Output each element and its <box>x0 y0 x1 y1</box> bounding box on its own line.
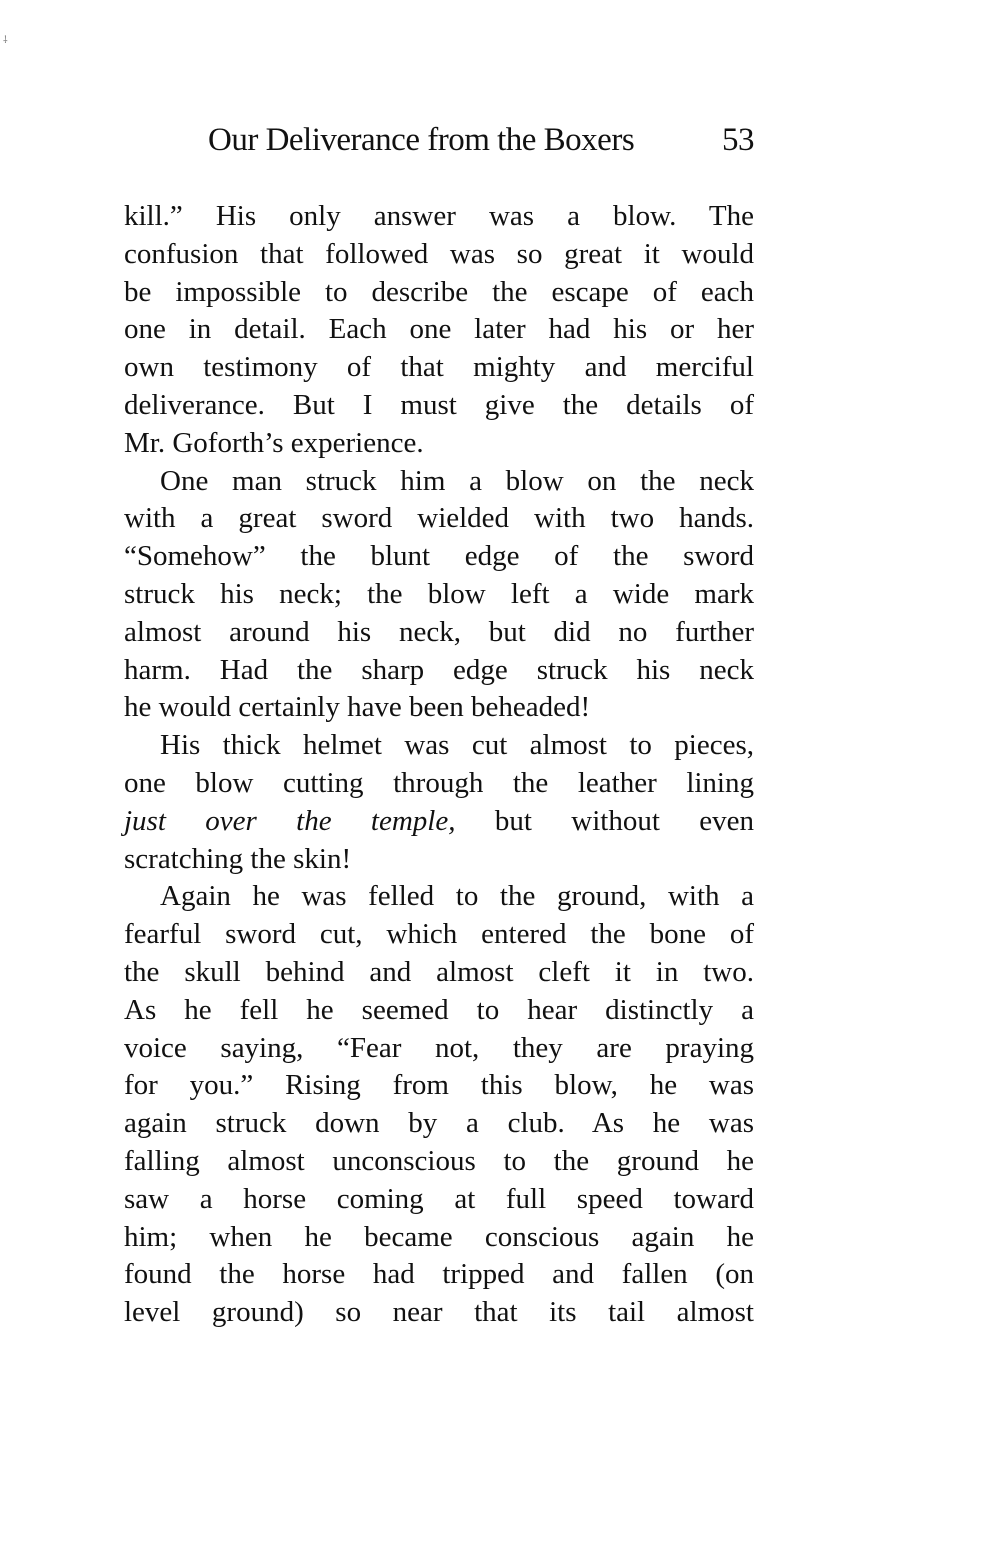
text-line: saw a horse coming at full speed toward <box>124 1182 754 1215</box>
text-line: deliverance. But I must give the details of <box>124 388 754 421</box>
text-line: voice saying, “Fear not, they are praying <box>124 1031 754 1064</box>
page-header <box>208 122 754 168</box>
text-line: be impossible to describe the escape of each <box>124 275 754 308</box>
text-line: falling almost unconscious to the ground he <box>124 1144 754 1177</box>
text-line-with-italic <box>124 803 754 841</box>
text-line: he would certainly have been beheaded! <box>124 691 591 724</box>
text-line: for you.” Rising from this blow, he was <box>124 1069 754 1102</box>
text-line: one blow cutting through the leather lining <box>124 766 754 799</box>
text-line: the skull behind and almost cleft it in two. <box>124 955 754 988</box>
text-line: him; when he became conscious again he <box>124 1220 754 1253</box>
italic-phrase: just over the temple, <box>124 804 456 837</box>
text-line: kill.” His only answer was a blow. The <box>124 200 754 232</box>
text-line: with a great sword wielded with two hands. <box>124 502 754 535</box>
text-line: almost around his neck, but did no further <box>124 615 754 648</box>
text-line: fearful sword cut, which entered the bone of <box>124 918 754 951</box>
text-line: one in detail. Each one later had his or her <box>124 313 754 346</box>
text-line: His thick helmet was cut almost to pieces, <box>160 729 754 762</box>
running-title: Our Deliverance from the Boxers <box>208 122 635 158</box>
text-line: scratching the skin! <box>124 842 352 875</box>
text-line: “Somehow” the blunt edge of the sword <box>124 540 754 573</box>
page-number: 53 <box>722 122 754 158</box>
text-line: harm. Had the sharp edge struck his neck <box>124 653 754 686</box>
text-line: confusion that followed was so great it would <box>124 237 754 270</box>
text-line: Again he was felled to the ground, with a <box>160 880 754 913</box>
text-line: own testimony of that mighty and merciful <box>124 351 754 384</box>
text-line: One man struck him a blow on the neck <box>160 464 754 497</box>
text-line: level ground) so near that its tail almost <box>124 1296 754 1329</box>
body-text <box>124 198 754 1332</box>
text-line: Mr. Goforth’s experience. <box>124 426 424 459</box>
text-line: found the horse had tripped and fallen (on <box>124 1258 754 1291</box>
text-line: struck his neck; the blow left a wide mark <box>124 577 754 610</box>
line-continuation: but without even <box>494 804 754 837</box>
text-line: again struck down by a club. As he was <box>124 1107 754 1140</box>
scan-speck: ⸸ <box>3 35 8 46</box>
text-line: As he fell he seemed to hear distinctly a <box>124 993 754 1026</box>
